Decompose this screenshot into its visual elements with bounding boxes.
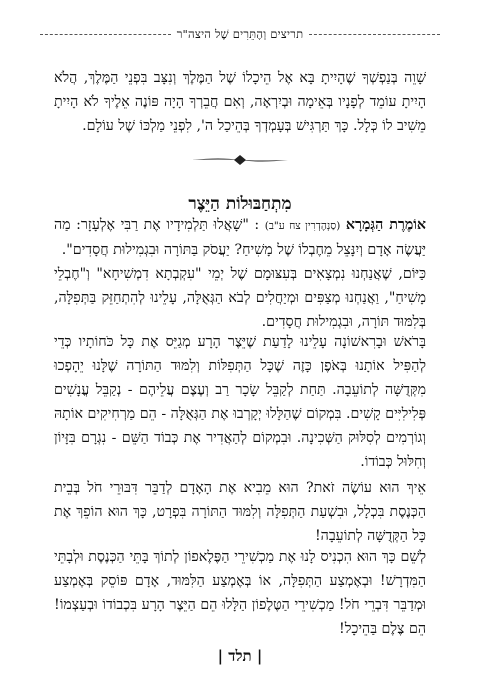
paragraph-lead: אוֹמֶרֶת הַגְּמָרָא	[345, 217, 426, 233]
paragraph-today	[54, 262, 426, 334]
paragraph-phones	[54, 545, 426, 641]
running-header	[40, 24, 440, 44]
running-title: תריצים וְהֶתֵּרִים שֶׁל היצה"ר	[176, 27, 304, 41]
header-rule-right	[309, 34, 440, 35]
page-number: | תלד |	[217, 647, 263, 665]
paragraph-how	[54, 476, 426, 548]
paragraph-text: לְשֵׁם כָּךְ הוּא הִכְנִיס לָנוּ אֶת מַכְשִׁירֵי הַפֶּלֶאפוֹן לְתוֹךְ בָּתֵּי הַכְּנֶסֶת וּלְבָתֵּי הַמִּדְרָשׁ! וּבְאֶמְצַע הַתְּפִלָּה, אוֹ בְּאֶמְצַע הַלִּמּוּד, אָדָם פּוֹסֵק בְּאֶמְצַע וּמְדַבֵּר דִּבְרֵי חֹל! מַכְשִׁירֵי הַטֶּלֶפוֹן הַלָּלוּ הֵם הַיֵּצֶר הָרָע בִּכְבוֹדוֹ וּבְעַצְמוֹ! הֵם צֶלֶם בַּהֵיכָל!	[54, 549, 426, 637]
section-title: מִתְחַבּוּלוֹת הַיֵּצֶר	[188, 194, 292, 215]
section-divider-ornament	[190, 153, 290, 167]
paragraph-text: אֵיךְ הוּא עוֹשֶׂה זֹאת? הוּא מֵבִיא אֶת הָאָדָם לְדַבֵּר דִּבּוּרֵי חֹל בְּבֵית הַכְּנֶסֶת בִּכְלָל, וּבִשְׁעַת הַתְּפִלָּה וְלִמּוּד הַתּוֹרָה בִּפְרָט, כָּךְ הוּא הוֹפֵךְ אֶת כָּל הַקְּדֻשָּׁה לְתוֹעֵבָה!	[54, 480, 426, 544]
source-reference: (סַנְהֶדְרִין צח ע"ב)	[264, 220, 341, 232]
paragraph-text: בָּרֹאשׁ וּבָרִאשׁוֹנָה עָלֵינוּ לָדַעַת שֶׁיֵּצֶר הָרָע מְגַיֵּס אֶת כָּל כֹּחוֹתָיו כְּדֵי לְהַפִּיל אוֹתָנוּ בְּאֹפֶן כָּזֶה שֶׁכָּל הַתְּפִלּוֹת וְלִמּוּד הַתּוֹרָה שֶׁלָּנוּ יֵהָפְכוּ מִקְּדֻשָּׁה לְתוֹעֵבָה. תַּחַת לְקַבֵּל שָׂכָר רַב וְעֶצֶם עֲלֵיהֶם - נְקַבֵּל עֳנָשִׁים פְּלִילִיִּים קָשִׁים. בִּמְקוֹם שֶׁהַלָּלוּ יְקָרְבוּ אֶת הַגְּאֻלָּה - הֵם מַרְחִיקִים אוֹתָהּ וְגוֹרְמִים לְסִלּוּק הַשְּׁכִינָה. וּבִמְקוֹם לְהַאֲדִיר אֶת כְּבוֹד הַשֵּׁם - נִגְרָם בִּזָּיוֹן וְחִלּוּל כְּבוֹדוֹ.	[54, 334, 426, 470]
header-rule-left	[40, 34, 171, 35]
paragraph-text: : "שָׁאֲלוּ תַּלְמִידָיו אֶת רַבִּי אֶלְעָזָר: מַה יַּעֲשֶׂה אָדָם וְיִנָּצֵל מֵחֶבְלוֹ שֶׁל מָשִׁיחַ? יַעֲסֹק בַּתּוֹרָה וּבִגְמִילוּת חֲסָדִים".	[54, 217, 426, 258]
paragraph-yetzer-hara	[54, 330, 426, 474]
paragraph-text: כַּיּוֹם, שֶׁאֲנַחְנוּ נִמְצָאִים בְּעִצּוּמָם שֶׁל יְמֵי "עִקְבְתָא דִמְשִׁיחָא" וְ"חֶבְלֵי מָשִׁיחַ", וַאֲנַחְנוּ מְצַפִּים וּמְיַחֲלִים לְבֹא הַגְּאֻלָּה, עָלֵינוּ לְהִתְחַזֵּק בַּתְּפִלָּה, בְּלִמּוּד תּוֹרָה, וּבִגְמִילוּת חֲסָדִים.	[54, 266, 426, 330]
paragraph-gemara-quote	[54, 213, 426, 262]
intro-paragraph	[54, 66, 426, 138]
intro-text: שָׁוֵה בְּנַפְשְׁךָ שֶׁהָיִיתָ בָּא אֶל הֵיכָלוֹ שֶׁל הַמֶּלֶךְ וְנִצָּב בִּפְנֵי הַמֶּלֶךְ, הֲלֹא הָיִיתָ עוֹמֵד לְפָנָיו בְּאֵימָה וּבְיִרְאָה, וְאִם חֲבֵרְךָ הָיָה פּוֹנֶה אֵלֶיךָ לֹא הָיִיתָ מֵשִׁיב לוֹ כְּלָל. כָּךְ תַּרְגִּישׁ בְּעָמְדְךָ בְּהֵיכַל ה', לִפְנֵי מַלְכּוֹ שֶׁל עוֹלָם.	[54, 70, 426, 134]
